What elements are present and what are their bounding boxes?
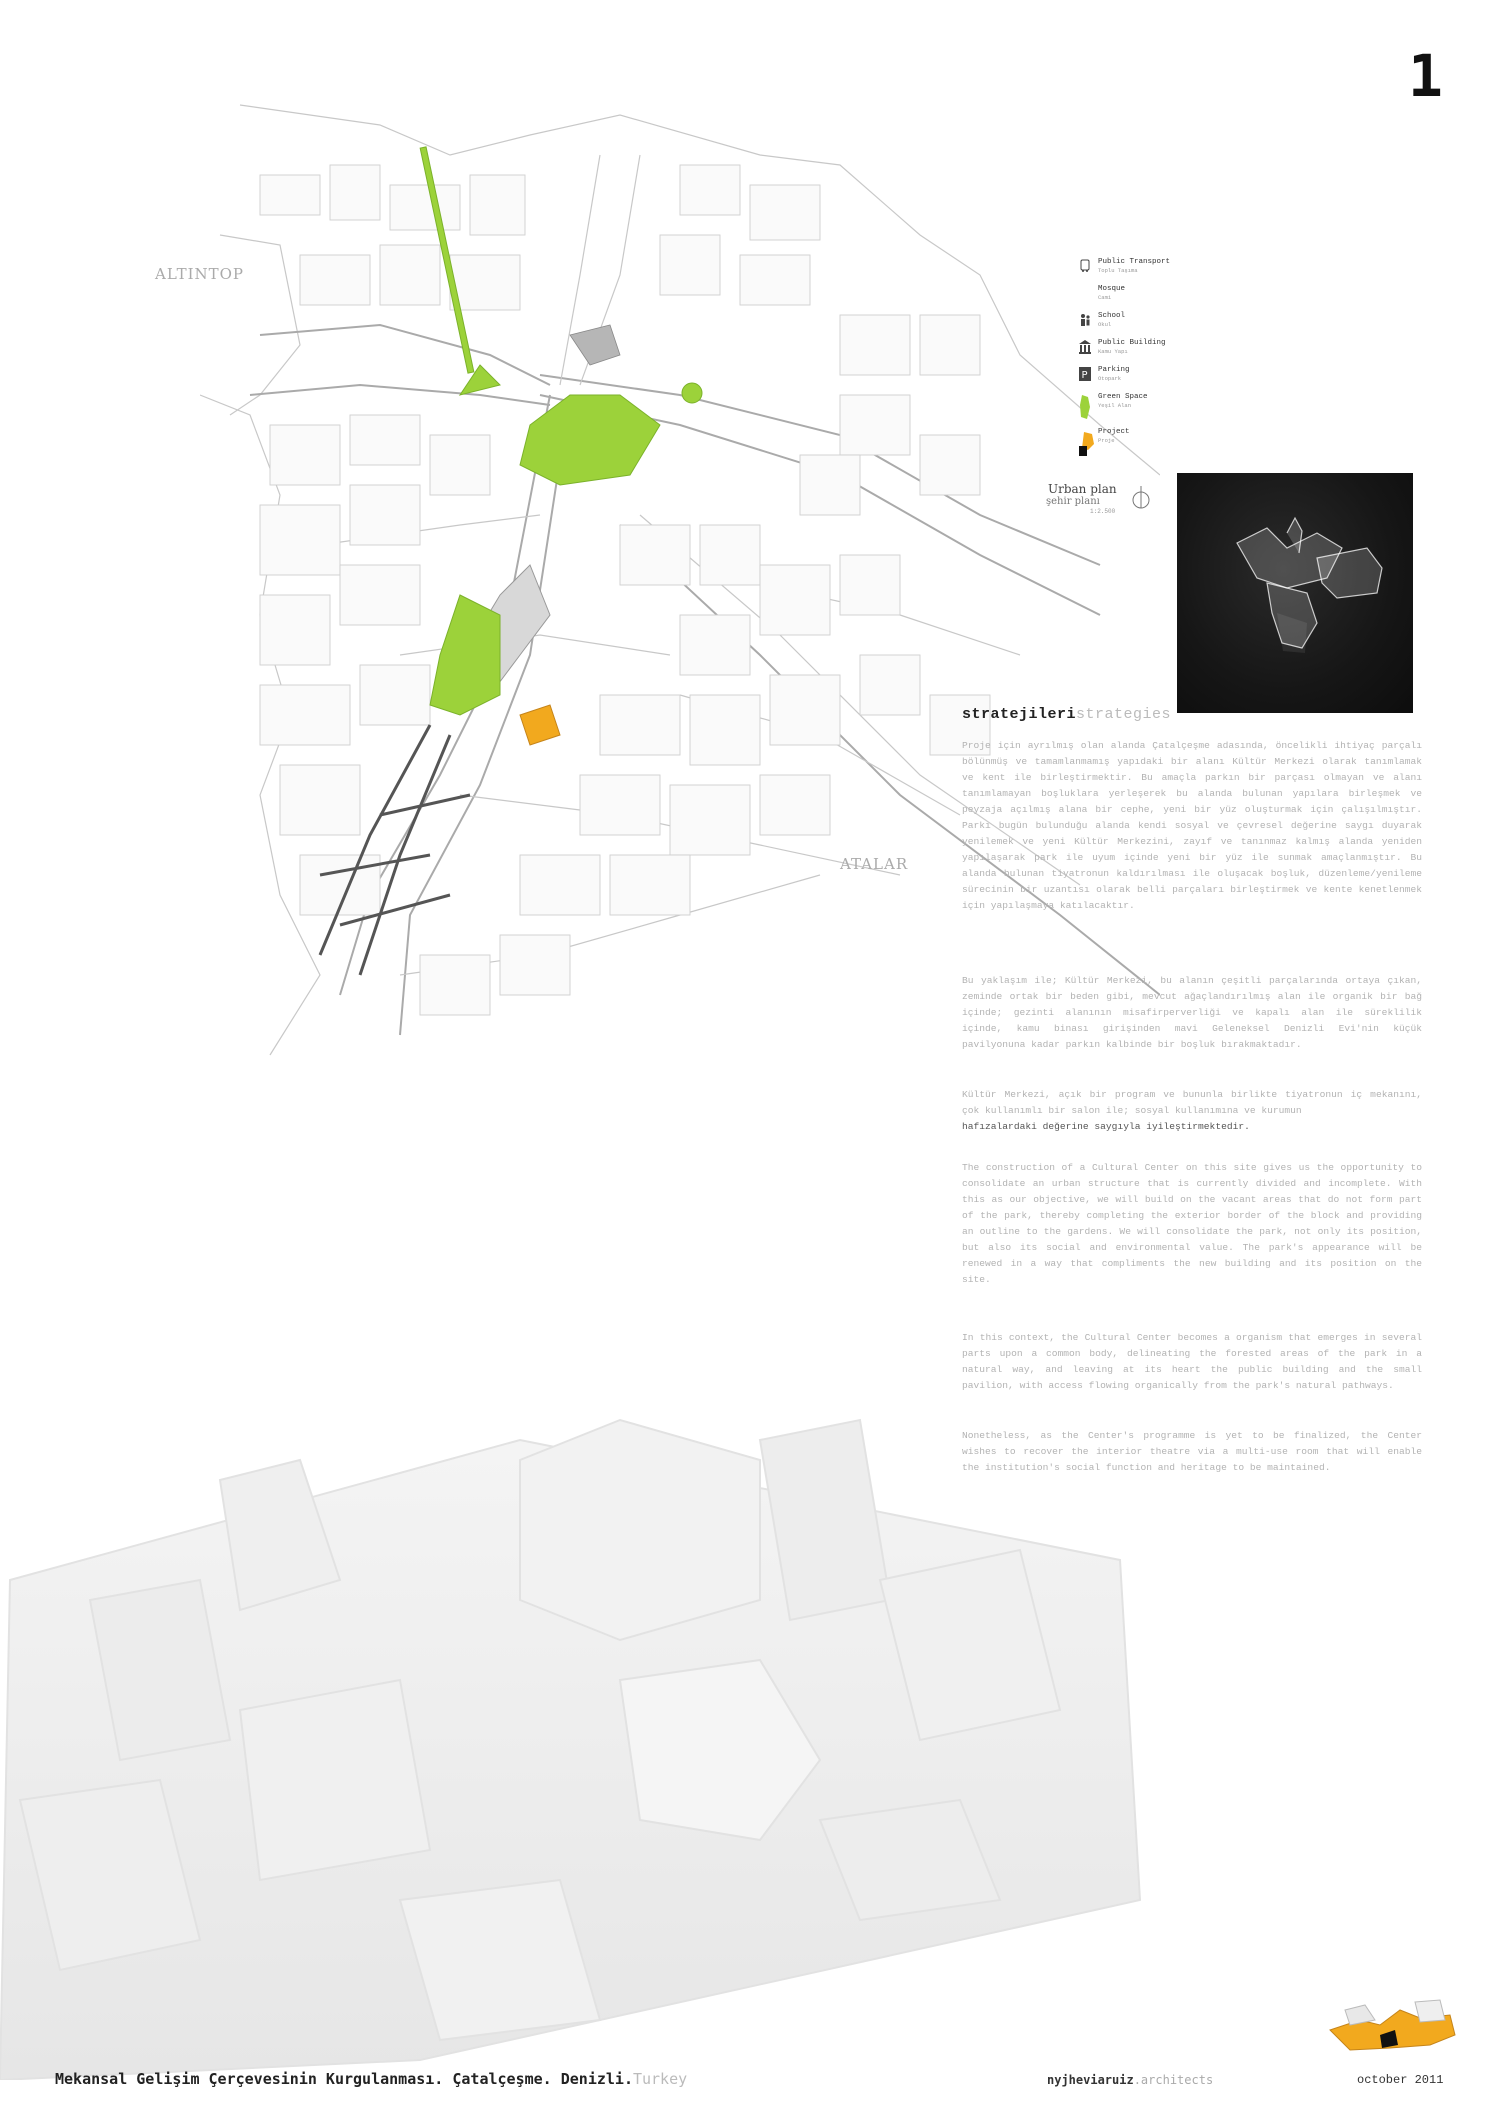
north-arrow-icon (1130, 484, 1152, 512)
page-number: 1 (1408, 42, 1443, 110)
project-logo-icon (1320, 1990, 1465, 2060)
map-legend (1078, 258, 1218, 469)
en-paragraph-3: Nonetheless, as the Center's programme is yet to be finalized, the Center wishes to recover the interior theatre via a multi-use room that will enable the institution's social function and heritage to be maintained. (962, 1430, 1422, 1473)
strategies-heading (962, 706, 1171, 723)
legend-sub: Proje (1098, 437, 1115, 444)
legend-label: School (1098, 312, 1126, 320)
urban-plan-title: Urban plan (1048, 482, 1117, 496)
legend-sub: Cami (1098, 294, 1112, 301)
school-icon (1078, 312, 1092, 328)
city-map-drawing (200, 95, 1160, 1125)
model-photo (1177, 473, 1413, 713)
faded-model-render (0, 1380, 1500, 2080)
tr-paragraph-3-end: hafızalardaki değerine saygıyla iyileştirmektedir. (962, 1121, 1250, 1132)
project-icon (1078, 428, 1096, 462)
urban-plan-subtitle: şehir planı (1046, 496, 1100, 507)
footer-architect-brand (1047, 2073, 1213, 2087)
svg-text:P: P (1081, 370, 1088, 381)
legend-label: Green Space (1098, 393, 1148, 401)
strategies-heading-light: strategies (1076, 706, 1172, 723)
acrylic-model-image (1177, 473, 1413, 713)
legend-sub: Okul (1098, 321, 1112, 328)
district-label-atalar: ATALAR (840, 855, 909, 873)
bus-icon (1078, 258, 1092, 274)
mosque-icon (1078, 285, 1092, 301)
legend-item-parking (1078, 366, 1218, 388)
brand-bold: nyjheviaruiz (1047, 2073, 1134, 2087)
footer-date: october 2011 (1357, 2073, 1444, 2087)
legend-label: Project (1098, 428, 1130, 436)
en-paragraph-2: In this context, the Cultural Center becomes a organism that emerges in several parts upon a common body, delineating the forested areas of the park in a natural way, and leaving at its heart the public building and the small pavilion, with access flowing organically from the park's natural pathways. (962, 1332, 1422, 1391)
legend-label: Public Building (1098, 339, 1166, 347)
parking-icon (1078, 366, 1092, 382)
legend-item-mosque (1078, 285, 1218, 307)
footer-project-title (55, 2070, 687, 2088)
tr-paragraph-1: Proje için ayrılmış olan alanda Çatalçeşme adasında, öncelikli ihtiyaç parçalı bölünmüş ve tamamlanmamış yapıdaki bir alanı Kültür Merkezi olarak tanımlamak ve kent ile birleştirmektir. Bu amaçla parkın bir parçası olmayan ve alanı tanımlamayan boşluklara yerleşerek bu alanda bulunan yapılara birleşmek ve peyzaja açılmış alana bir cephe, yeni bir yüz oluşturmak için çalışılmıştır. Parkı bugün bulunduğu alanda kendi sosyal ve çevresel değerine saygı duyarak yenilemek ve yeni Kültür Merkezini, zayıf ve tanınmaz kalmış alanda yeniden yapılaşarak park ile uyum içinde yeni bir yüz ile sunmak amaçlanmıştır. Bu alanda bulunan tiyatronun kaldırılması ile oluşacak boşluk, düzenleme/yenileme sürecinin bir uzantısı olarak belli parçaları birleştirmek ve kente kenetlenmek için yapılaşmaya katılacaktır. (962, 740, 1422, 911)
district-label-altintop: ALTINTOP (155, 265, 245, 283)
tr-paragraph-2: Bu yaklaşım ile; Kültür Merkezi, bu alanın çeşitli parçalarında ortaya çıkan, zeminde ortak bir beden gibi, mevcut ağaçlandırılmış alan ile organik bir bağ içinde; gezinti alanının misafirperverliği ve kapalı alan ile süreklilik içinde, kamu binası girişinden mavi Geleneksel Denizli Evi'nin küçük pavilyonuna kadar parkın kalbinde bir boşluk bırakmaktadır. (962, 975, 1422, 1050)
legend-sub: Toplu Taşıma (1098, 267, 1138, 274)
tr-paragraph-3: Kültür Merkezi, açık bir program ve bununla birlikte tiyatronun iç mekanını, çok kullanımlı bir salon ile; sosyal kullanımına ve kurumun (962, 1089, 1422, 1116)
legend-sub: Kamu Yapı (1098, 348, 1128, 355)
legend-item-green-space (1078, 393, 1218, 423)
urban-plan-map (155, 95, 1160, 1125)
legend-sub: Yeşil Alan (1098, 402, 1132, 409)
green-space-icon (1078, 393, 1092, 421)
legend-label: Mosque (1098, 285, 1126, 293)
brand-light: .architects (1133, 2073, 1214, 2087)
legend-item-project (1078, 428, 1218, 464)
footer-title-bold: Mekansal Gelişim Çerçevesinin Kurgulanması. Çatalçeşme. Denizli. (55, 2070, 633, 2088)
legend-label: Public Transport (1098, 258, 1171, 266)
legend-item-school (1078, 312, 1218, 334)
footer-title-light: Turkey (632, 2070, 688, 2088)
urban-plan-scale: 1:2.500 (1090, 508, 1116, 515)
legend-item-public-transport (1078, 258, 1218, 280)
legend-label: Parking (1098, 366, 1130, 374)
legend-item-public-building (1078, 339, 1218, 361)
public-building-icon (1078, 339, 1092, 355)
strategies-heading-bold: stratejileri (962, 706, 1077, 723)
legend-sub: Otopark (1098, 375, 1122, 382)
en-paragraph-1: The construction of a Cultural Center on this site gives us the opportunity to consolidate an urban structure that is currently divided and incomplete. With this as our objective, we will build on the vacant areas that do not form part of the park, thereby completing the exterior border of the block and providing an outline to the gardens. We will consolidate the park, not only its position, but also its social and environmental value. The park's appearance will be renewed in a way that compliments the new building and its position on the site. (962, 1162, 1422, 1285)
